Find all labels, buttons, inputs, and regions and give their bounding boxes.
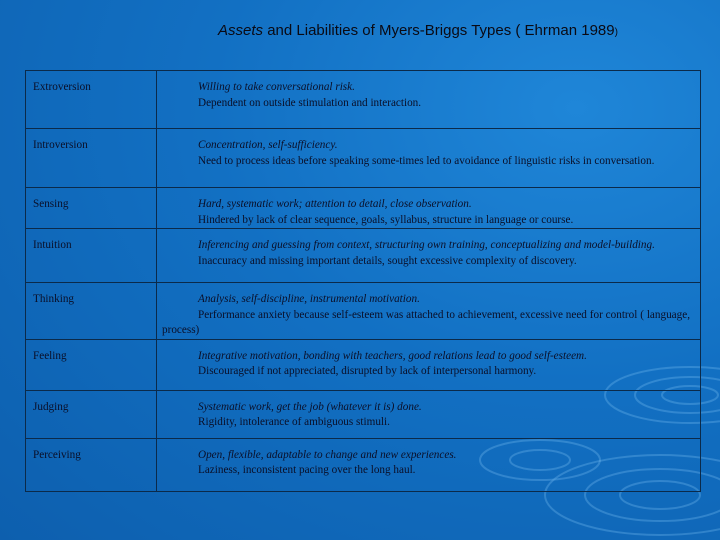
table-row (26, 129, 701, 188)
liability-text: Performance anxiety because self-esteem was attached to achievement, excessive need for control ( language, process) (162, 308, 690, 336)
table-row (26, 438, 701, 491)
table-row (26, 188, 701, 229)
type-cell: Perceiving (26, 438, 157, 491)
type-cell: Feeling (26, 339, 157, 390)
type-cell: Extroversion (26, 71, 157, 129)
liability-text: Hindered by lack of clear sequence, goals, syllabus, structure in language or course. (198, 213, 574, 226)
type-cell: Intuition (26, 229, 157, 283)
table-row (26, 229, 701, 283)
asset-text: Open, flexible, adaptable to change and new experiences. (198, 448, 457, 461)
asset-text: Integrative motivation, bonding with teachers, good relations lead to good self-esteem. (198, 349, 587, 362)
asset-text: Systematic work, get the job (whatever it is) done. (198, 400, 422, 413)
liability-text: Rigidity, intolerance of ambiguous stimuli. (198, 416, 390, 428)
title-italic-part: Assets (218, 22, 264, 39)
liability-text: Dependent on outside stimulation and interaction. (198, 96, 422, 109)
type-cell: Introversion (26, 129, 157, 188)
liability-text: Discouraged if not appreciated, disrupted by lack of interpersonal harmony. (198, 365, 537, 377)
table-row (26, 390, 701, 438)
table-row (26, 283, 701, 340)
table-row (26, 339, 701, 390)
type-cell: Thinking (26, 283, 157, 340)
table-row (26, 71, 701, 129)
description-cell (157, 71, 701, 129)
description-cell (157, 188, 701, 229)
mbti-assets-liabilities-table (25, 70, 701, 492)
slide-title (0, 22, 720, 39)
description-cell (157, 229, 701, 283)
asset-text: Willing to take conversational risk. (198, 81, 355, 93)
description-cell (157, 438, 701, 491)
type-cell: Sensing (26, 188, 157, 229)
title-closing-paren: ) (614, 27, 618, 38)
asset-text: Analysis, self-discipline, instrumental motivation. (198, 293, 420, 305)
title-main-part: and Liabilities of Myers-Briggs Types ( Ehrman 1989 (263, 22, 615, 39)
description-cell (157, 390, 701, 438)
liability-text: Need to process ideas before speaking some-times led to avoidance of linguistic risks in conversation. (198, 154, 655, 167)
description-cell (157, 339, 701, 390)
liability-text: Laziness, inconsistent pacing over the long haul. (198, 464, 416, 476)
description-cell (157, 283, 701, 340)
asset-text: Hard, systematic work; attention to detail, close observation. (198, 198, 472, 210)
description-cell (157, 129, 701, 188)
asset-text: Inferencing and guessing from context, structuring own training, conceptualizing and model-building. (198, 239, 655, 251)
asset-text: Concentration, self-sufficiency. (198, 139, 338, 151)
type-cell: Judging (26, 390, 157, 438)
liability-text: Inaccuracy and missing important details, sought excessive complexity of discovery. (198, 254, 577, 267)
